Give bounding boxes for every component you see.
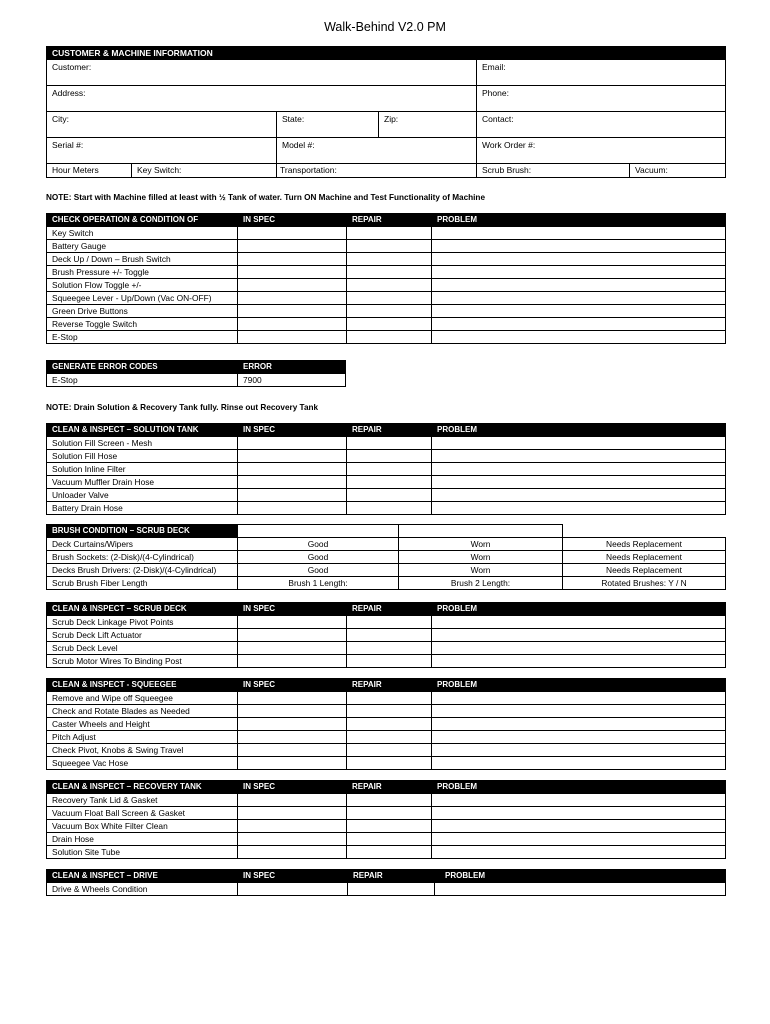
- repair-cell[interactable]: [347, 331, 432, 344]
- table-row: [47, 476, 726, 489]
- info-header: CUSTOMER & MACHINE INFORMATION: [47, 47, 726, 60]
- problem-cell[interactable]: [432, 253, 726, 266]
- in-spec-cell[interactable]: [238, 240, 347, 253]
- state-field[interactable]: State:: [277, 112, 379, 138]
- repair-cell[interactable]: [347, 731, 432, 744]
- scrub-brush-field[interactable]: Scrub Brush:: [477, 164, 630, 178]
- table-row: [47, 655, 726, 668]
- in-spec-cell[interactable]: [238, 476, 347, 489]
- in-spec-cell[interactable]: [238, 266, 347, 279]
- item-label: Brush Pressure +/- Toggle: [47, 266, 238, 279]
- work-order-field[interactable]: Work Order #:: [477, 138, 726, 164]
- table-row: [47, 279, 726, 292]
- repair-cell[interactable]: [347, 292, 432, 305]
- in-spec-cell[interactable]: [238, 253, 347, 266]
- table-row: [47, 705, 726, 718]
- repair-col: REPAIR: [347, 214, 432, 227]
- problem-cell[interactable]: [432, 463, 726, 476]
- good-option[interactable]: Good: [238, 551, 399, 564]
- problem-cell[interactable]: [432, 292, 726, 305]
- solution-tank-header: CLEAN & INSPECT – SOLUTION TANK: [47, 424, 238, 437]
- problem-col: PROBLEM: [432, 781, 726, 794]
- problem-cell[interactable]: [432, 489, 726, 502]
- problem-cell[interactable]: [432, 450, 726, 463]
- problem-cell[interactable]: [432, 705, 726, 718]
- in-spec-col: IN SPEC: [238, 424, 347, 437]
- repair-cell[interactable]: [347, 227, 432, 240]
- repair-cell[interactable]: [347, 318, 432, 331]
- item-label: Vacuum Box White Filter Clean: [47, 820, 238, 833]
- good-option[interactable]: Good: [238, 564, 399, 577]
- table-row: [47, 502, 726, 515]
- table-row: [47, 437, 726, 450]
- check-operation-header: CHECK OPERATION & CONDITION OF: [47, 214, 238, 227]
- table-row: [47, 642, 726, 655]
- in-spec-cell[interactable]: [238, 437, 347, 450]
- problem-col: PROBLEM: [432, 424, 726, 437]
- in-spec-cell[interactable]: [238, 616, 347, 629]
- in-spec-col: IN SPEC: [238, 781, 347, 794]
- item-label: Drive & Wheels Condition: [47, 883, 238, 896]
- brush-condition-header: BRUSH CONDITION – SCRUB DECK: [47, 525, 238, 538]
- problem-col: PROBLEM: [432, 603, 726, 616]
- repair-cell[interactable]: [347, 450, 432, 463]
- needs-replacement-option[interactable]: Needs Replacement: [563, 538, 726, 551]
- problem-cell[interactable]: [432, 820, 726, 833]
- recovery-tank-table: [46, 780, 726, 859]
- repair-cell[interactable]: [347, 305, 432, 318]
- item-label: Scrub Motor Wires To Binding Post: [47, 655, 238, 668]
- item-label: Brush Sockets: (2-Disk)/(4-Cylindrical): [47, 551, 238, 564]
- problem-cell[interactable]: [432, 437, 726, 450]
- city-field[interactable]: City:: [47, 112, 277, 138]
- repair-cell[interactable]: [347, 616, 432, 629]
- in-spec-cell[interactable]: [238, 820, 347, 833]
- recovery-tank-header: CLEAN & INSPECT – RECOVERY TANK: [47, 781, 238, 794]
- item-label: Check and Rotate Blades as Needed: [47, 705, 238, 718]
- transportation-field[interactable]: Transportation:: [277, 164, 477, 178]
- drive-header: CLEAN & INSPECT – DRIVE: [47, 870, 238, 883]
- repair-cell[interactable]: [347, 757, 432, 770]
- item-label: Vacuum Muffler Drain Hose: [47, 476, 238, 489]
- table-row: [47, 331, 726, 344]
- item-label: Scrub Deck Linkage Pivot Points: [47, 616, 238, 629]
- in-spec-cell[interactable]: [238, 463, 347, 476]
- item-label: Solution Fill Hose: [47, 450, 238, 463]
- needs-replacement-option[interactable]: Needs Replacement: [563, 564, 726, 577]
- zip-field[interactable]: Zip:: [379, 112, 477, 138]
- in-spec-cell[interactable]: [238, 292, 347, 305]
- check-operation-table: [46, 213, 726, 344]
- problem-cell[interactable]: [432, 833, 726, 846]
- squeegee-header: CLEAN & INSPECT - SQUEEGEE: [47, 679, 238, 692]
- table-row: [47, 577, 726, 590]
- vacuum-field[interactable]: Vacuum:: [630, 164, 726, 178]
- table-row: [47, 305, 726, 318]
- repair-cell[interactable]: [347, 794, 432, 807]
- phone-field[interactable]: Phone:: [477, 86, 726, 112]
- in-spec-cell[interactable]: [238, 846, 347, 859]
- repair-col: REPAIR: [347, 679, 432, 692]
- repair-cell[interactable]: [347, 266, 432, 279]
- repair-col: REPAIR: [347, 781, 432, 794]
- in-spec-cell[interactable]: [238, 744, 347, 757]
- problem-cell[interactable]: [432, 807, 726, 820]
- squeegee-table: [46, 678, 726, 770]
- header-blank: [238, 525, 399, 538]
- repair-cell[interactable]: [347, 692, 432, 705]
- problem-cell[interactable]: [432, 655, 726, 668]
- brush-condition-table: [46, 524, 726, 590]
- key-switch-field[interactable]: Key Switch:: [132, 164, 277, 178]
- repair-col: REPAIR: [347, 603, 432, 616]
- note-drain-tanks: NOTE: Drain Solution & Recovery Tank fully. Rinse out Recovery Tank: [46, 403, 319, 412]
- in-spec-cell[interactable]: [238, 279, 347, 292]
- repair-cell[interactable]: [347, 820, 432, 833]
- item-label: Scrub Deck Lift Actuator: [47, 629, 238, 642]
- in-spec-cell[interactable]: [238, 227, 347, 240]
- error-codes-table: [46, 360, 346, 387]
- table-row: [47, 450, 726, 463]
- repair-cell[interactable]: [347, 279, 432, 292]
- problem-cell[interactable]: [435, 883, 726, 896]
- repair-cell[interactable]: [347, 655, 432, 668]
- in-spec-col: IN SPEC: [238, 214, 347, 227]
- contact-field[interactable]: Contact:: [477, 112, 726, 138]
- problem-cell[interactable]: [432, 502, 726, 515]
- in-spec-cell[interactable]: [238, 757, 347, 770]
- repair-cell[interactable]: [347, 463, 432, 476]
- item-label: Reverse Toggle Switch: [47, 318, 238, 331]
- problem-cell[interactable]: [432, 629, 726, 642]
- table-row: [47, 833, 726, 846]
- customer-machine-info-table: [46, 46, 726, 178]
- in-spec-cell[interactable]: [238, 331, 347, 344]
- in-spec-cell[interactable]: [238, 655, 347, 668]
- repair-cell[interactable]: [347, 240, 432, 253]
- item-label: Battery Drain Hose: [47, 502, 238, 515]
- problem-cell[interactable]: [432, 227, 726, 240]
- rotated-brushes-field[interactable]: Rotated Brushes: Y / N: [563, 577, 726, 590]
- item-label: Remove and Wipe off Squeegee: [47, 692, 238, 705]
- problem-cell[interactable]: [432, 266, 726, 279]
- model-field[interactable]: Model #:: [277, 138, 477, 164]
- in-spec-cell[interactable]: [238, 450, 347, 463]
- worn-option[interactable]: Worn: [399, 538, 563, 551]
- hour-meters-field[interactable]: Hour Meters: [47, 164, 132, 178]
- table-row: [47, 266, 726, 279]
- header-blank: [399, 525, 563, 538]
- item-label: Key Switch: [47, 227, 238, 240]
- item-label: Solution Inline Filter: [47, 463, 238, 476]
- problem-cell[interactable]: [432, 476, 726, 489]
- in-spec-cell[interactable]: [238, 502, 347, 515]
- error-value[interactable]: 7900: [238, 374, 346, 387]
- repair-cell[interactable]: [347, 253, 432, 266]
- table-row: [47, 731, 726, 744]
- table-row: [47, 374, 346, 387]
- note-start-machine: NOTE: Start with Machine filled at least with ½ Tank of water. Turn ON Machine and Test Functionality of Machine: [46, 193, 485, 202]
- item-label: Unloader Valve: [47, 489, 238, 502]
- table-row: [47, 538, 726, 551]
- in-spec-cell[interactable]: [238, 883, 348, 896]
- table-row: [47, 489, 726, 502]
- repair-cell[interactable]: [347, 476, 432, 489]
- in-spec-cell[interactable]: [238, 794, 347, 807]
- page-title: Walk-Behind V2.0 PM: [324, 20, 446, 34]
- table-row: [47, 807, 726, 820]
- item-label: E-Stop: [47, 374, 238, 387]
- table-row: [47, 820, 726, 833]
- table-row: [47, 551, 726, 564]
- in-spec-cell[interactable]: [238, 305, 347, 318]
- problem-col: PROBLEM: [435, 870, 726, 883]
- item-label: Battery Gauge: [47, 240, 238, 253]
- table-row: [47, 883, 726, 896]
- table-row: [47, 463, 726, 476]
- in-spec-col: IN SPEC: [238, 603, 347, 616]
- problem-cell[interactable]: [432, 305, 726, 318]
- repair-cell[interactable]: [347, 744, 432, 757]
- repair-cell[interactable]: [347, 833, 432, 846]
- brush-1-length-field[interactable]: Brush 1 Length:: [238, 577, 399, 590]
- customer-field[interactable]: Customer:: [47, 60, 477, 86]
- error-codes-header: GENERATE ERROR CODES: [47, 361, 238, 374]
- table-row: [47, 718, 726, 731]
- in-spec-cell[interactable]: [238, 318, 347, 331]
- repair-cell[interactable]: [347, 502, 432, 515]
- in-spec-cell[interactable]: [238, 629, 347, 642]
- problem-cell[interactable]: [432, 757, 726, 770]
- table-row: [47, 692, 726, 705]
- problem-cell[interactable]: [432, 240, 726, 253]
- item-label: Squeegee Vac Hose: [47, 757, 238, 770]
- item-label: E-Stop: [47, 331, 238, 344]
- item-label: Solution Fill Screen - Mesh: [47, 437, 238, 450]
- table-row: [47, 757, 726, 770]
- item-label: Squeegee Lever - Up/Down (Vac ON-OFF): [47, 292, 238, 305]
- repair-cell[interactable]: [348, 883, 435, 896]
- error-col: ERROR: [238, 361, 346, 374]
- item-label: Vacuum Float Ball Screen & Gasket: [47, 807, 238, 820]
- problem-cell[interactable]: [432, 718, 726, 731]
- serial-field[interactable]: Serial #:: [47, 138, 277, 164]
- good-option[interactable]: Good: [238, 538, 399, 551]
- problem-cell[interactable]: [432, 744, 726, 757]
- item-label: Recovery Tank Lid & Gasket: [47, 794, 238, 807]
- problem-cell[interactable]: [432, 731, 726, 744]
- drive-table: [46, 869, 726, 896]
- address-field[interactable]: Address:: [47, 86, 477, 112]
- needs-replacement-option[interactable]: Needs Replacement: [563, 551, 726, 564]
- email-field[interactable]: Email:: [477, 60, 726, 86]
- in-spec-cell[interactable]: [238, 731, 347, 744]
- in-spec-cell[interactable]: [238, 718, 347, 731]
- repair-cell[interactable]: [347, 629, 432, 642]
- repair-col: REPAIR: [347, 424, 432, 437]
- in-spec-cell[interactable]: [238, 807, 347, 820]
- item-label: Decks Brush Drivers: (2-Disk)/(4-Cylindrical): [47, 564, 238, 577]
- table-row: [47, 227, 726, 240]
- problem-cell[interactable]: [432, 616, 726, 629]
- repair-cell[interactable]: [347, 705, 432, 718]
- scrub-deck-header: CLEAN & INSPECT – SCRUB DECK: [47, 603, 238, 616]
- table-row: [47, 292, 726, 305]
- item-label: Drain Hose: [47, 833, 238, 846]
- problem-cell[interactable]: [432, 846, 726, 859]
- item-label: Check Pivot, Knobs & Swing Travel: [47, 744, 238, 757]
- in-spec-cell[interactable]: [238, 642, 347, 655]
- in-spec-col: IN SPEC: [238, 679, 347, 692]
- worn-option[interactable]: Worn: [399, 564, 563, 577]
- table-row: [47, 616, 726, 629]
- problem-cell[interactable]: [432, 318, 726, 331]
- in-spec-cell[interactable]: [238, 705, 347, 718]
- problem-cell[interactable]: [432, 794, 726, 807]
- problem-cell[interactable]: [432, 331, 726, 344]
- brush-2-length-field[interactable]: Brush 2 Length:: [399, 577, 563, 590]
- item-label: Solution Flow Toggle +/-: [47, 279, 238, 292]
- repair-cell[interactable]: [347, 846, 432, 859]
- solution-tank-table: [46, 423, 726, 515]
- repair-cell[interactable]: [347, 718, 432, 731]
- table-row: [47, 794, 726, 807]
- scrub-deck-table: [46, 602, 726, 668]
- problem-cell[interactable]: [432, 642, 726, 655]
- repair-cell[interactable]: [347, 437, 432, 450]
- problem-cell[interactable]: [432, 279, 726, 292]
- table-row: [47, 744, 726, 757]
- problem-col: PROBLEM: [432, 679, 726, 692]
- table-row: [47, 318, 726, 331]
- problem-col: PROBLEM: [432, 214, 726, 227]
- item-label: Caster Wheels and Height: [47, 718, 238, 731]
- table-row: [47, 564, 726, 577]
- worn-option[interactable]: Worn: [399, 551, 563, 564]
- item-label: Deck Curtains/Wipers: [47, 538, 238, 551]
- table-row: [47, 846, 726, 859]
- problem-cell[interactable]: [432, 692, 726, 705]
- table-row: [47, 240, 726, 253]
- item-label: Scrub Brush Fiber Length: [47, 577, 238, 590]
- in-spec-cell[interactable]: [238, 833, 347, 846]
- repair-cell[interactable]: [347, 642, 432, 655]
- item-label: Pitch Adjust: [47, 731, 238, 744]
- item-label: Scrub Deck Level: [47, 642, 238, 655]
- repair-cell[interactable]: [347, 807, 432, 820]
- item-label: Green Drive Buttons: [47, 305, 238, 318]
- repair-cell[interactable]: [347, 489, 432, 502]
- repair-col: REPAIR: [348, 870, 435, 883]
- in-spec-col: IN SPEC: [238, 870, 348, 883]
- header-blank: [563, 525, 726, 538]
- item-label: Deck Up / Down – Brush Switch: [47, 253, 238, 266]
- table-row: [47, 629, 726, 642]
- in-spec-cell[interactable]: [238, 489, 347, 502]
- table-row: [47, 253, 726, 266]
- in-spec-cell[interactable]: [238, 692, 347, 705]
- item-label: Solution Site Tube: [47, 846, 238, 859]
